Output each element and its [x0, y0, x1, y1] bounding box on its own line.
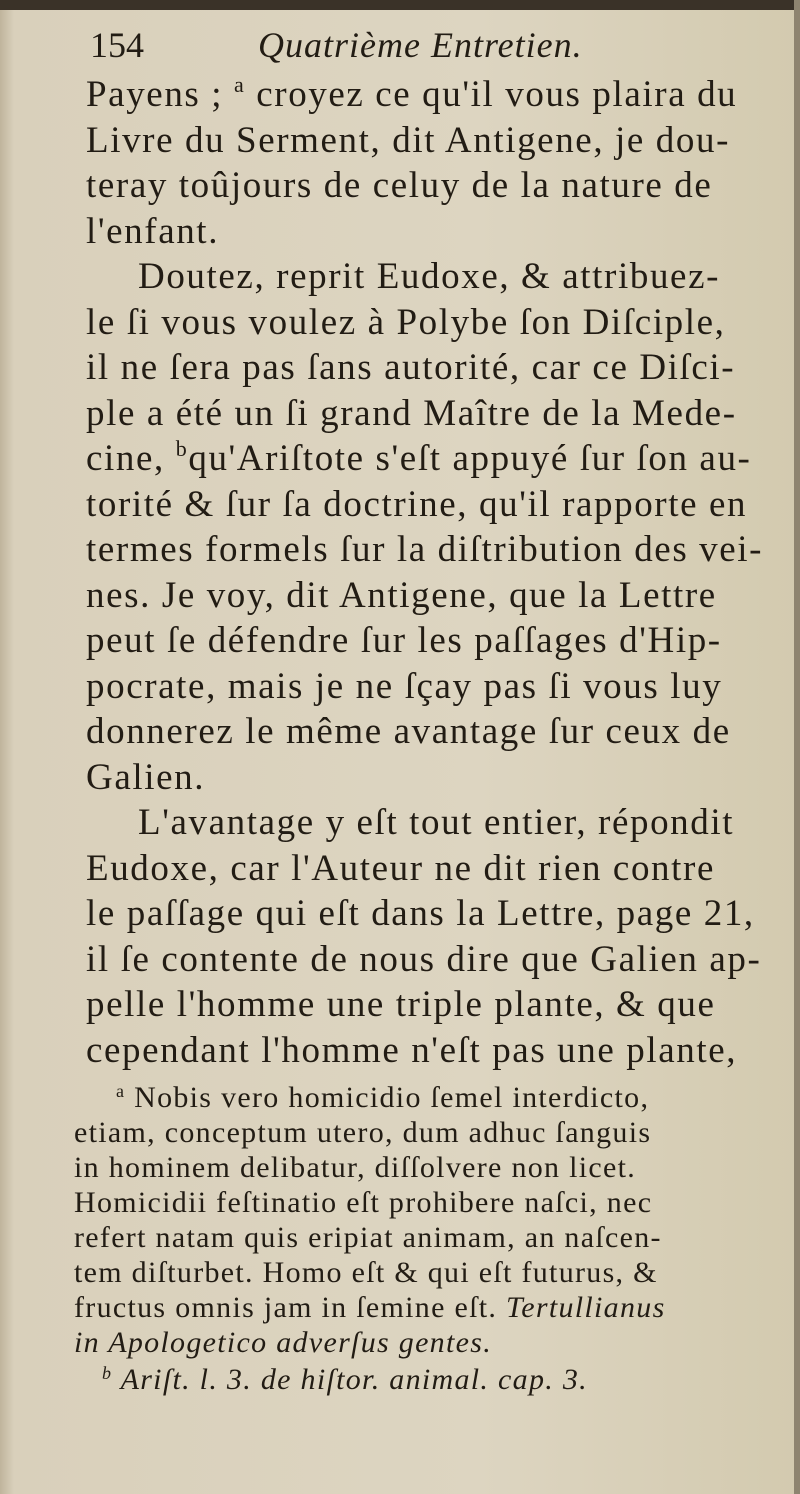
footnote-a-line: refert natam quis eripiat animam, an naſcen- — [74, 1221, 662, 1254]
footnote-mark-a: a — [234, 72, 246, 97]
text-line: pelle l'homme une triple plante, & que — [86, 984, 716, 1025]
footnote-a-line: $^a$ Nobis vero homicidio ſemel interdicto, — [116, 1081, 650, 1114]
footnote-a-line: tem diſturbet. Homo eſt & qui eſt futurus, & — [74, 1256, 658, 1289]
text-line: Livre du Serment, dit Antigene, je dou- — [86, 119, 730, 161]
footnote-a-line: fructus omnis jam in ſemine eſt. Tertullianus — [74, 1291, 666, 1324]
text-line: Payens ; $^a$ croyez ce qu'il vous plaira du — [86, 72, 738, 115]
text-line: le paſſage qui eſt dans la Lettre, page 21, — [86, 893, 755, 934]
text-line: le ſi vous voulez à Polybe ſon Diſciple, — [86, 301, 726, 343]
page-header — [90, 20, 730, 70]
text-line: l'enfant. — [86, 210, 220, 252]
text-line: pocrate, mais je ne ſçay pas ſi vous luy — [86, 665, 723, 707]
footnote-a-source: Tertullianus — [506, 1291, 666, 1324]
text-line: termes formels ſur la diſtribution des vei- — [86, 529, 764, 570]
paragraph-start-line: L'avantage y eſt tout entier, répondit — [138, 802, 735, 843]
text-line: peut ſe défendre ſur les paſſages d'Hip- — [86, 620, 722, 661]
footnote-a-line: in hominem delibatur, diſſolvere non licet. — [74, 1151, 637, 1184]
text-line: cependant l'homme n'eſt pas une plante, — [86, 1029, 738, 1071]
paragraph-start-line: Doutez, reprit Eudoxe, & attribuez- — [138, 256, 721, 297]
text-line: nes. Je voy, dit Antigene, que la Lettre — [86, 574, 717, 616]
page-top-edge — [0, 0, 800, 10]
text-line: teray toûjours de celuy de la nature de — [86, 165, 713, 206]
text-line: Eudoxe, car l'Auteur ne dit rien contre — [86, 847, 715, 889]
footnote-a-line: Homicidii feſtinatio eſt prohibere naſci, nec — [74, 1186, 653, 1219]
footnote-b-mark: b — [102, 1363, 113, 1383]
text-line: donnerez le même avantage ſur ceux de — [86, 711, 731, 752]
text-line: ple a été un ſi grand Maître de la Mede- — [86, 392, 737, 434]
page-right-edge — [794, 0, 800, 1494]
text-line: il ſe contente de nous dire que Galien ap- — [86, 938, 762, 980]
footnotes — [74, 1080, 780, 1397]
footnote-a-line: etiam, conceptum utero, dum adhuc ſanguis — [74, 1116, 652, 1149]
footnote-b: $^b$ Ariſt. l. 3. de hiſtor. animal. cap. 3. — [102, 1363, 588, 1396]
footnote-a-source-line: in Apologetico adverſus gentes. — [74, 1326, 493, 1359]
text-line: cine, $^b$qu'Ariſtote s'eſt appuyé ſur ſon au- — [86, 436, 752, 479]
page-number: 154 — [90, 25, 144, 65]
text-line: il ne ſera pas ſans autorité, car ce Diſci- — [86, 347, 736, 388]
text-line: Galien. — [86, 756, 206, 798]
text-line: torité & ſur ſa doctrine, qu'il rapporte en — [86, 483, 748, 525]
footnote-mark-b: b — [175, 436, 189, 461]
main-text — [86, 72, 786, 1073]
footnote-a-mark: a — [116, 1081, 126, 1101]
running-title: Quatrième Entretien. — [258, 25, 583, 65]
